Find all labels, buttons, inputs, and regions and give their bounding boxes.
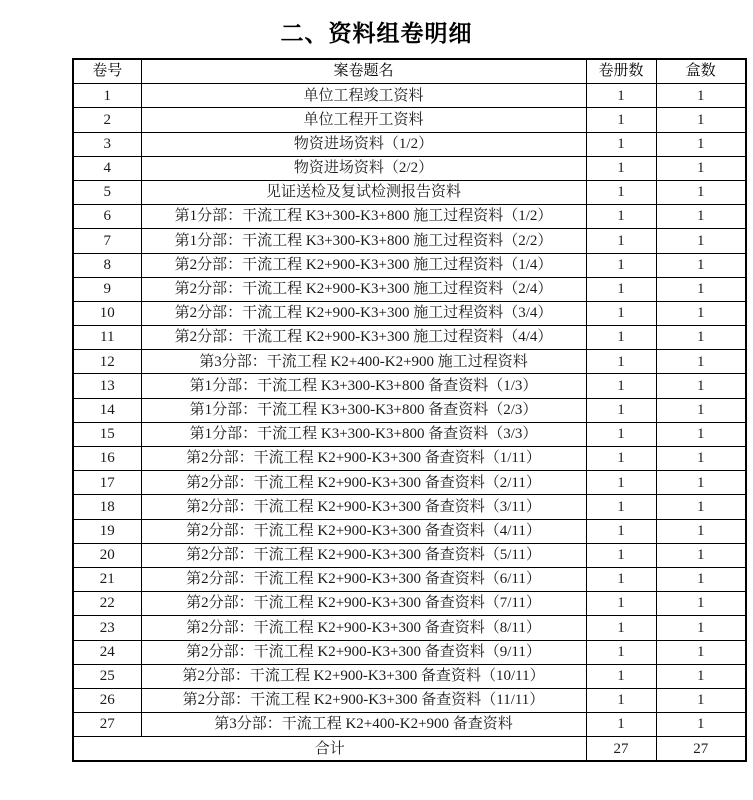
cell-box-count: 1 — [656, 374, 746, 398]
cell-volume-no: 12 — [73, 350, 141, 374]
cell-volume-count: 1 — [586, 350, 656, 374]
table-row — [73, 326, 746, 350]
column-header-volume-count: 卷册数 — [586, 59, 656, 84]
cell-case-title: 第2分部：干流工程 K2+900-K3+300 备查资料（3/11） — [141, 495, 586, 519]
cell-volume-no: 23 — [73, 616, 141, 640]
table-row — [73, 616, 746, 640]
cell-volume-no: 27 — [73, 713, 141, 737]
cell-box-count: 1 — [656, 640, 746, 664]
cell-volume-count: 1 — [586, 205, 656, 229]
cell-volume-no: 18 — [73, 495, 141, 519]
column-header-box-count: 盒数 — [656, 59, 746, 84]
column-header-volume-no: 卷号 — [73, 59, 141, 84]
table-row — [73, 495, 746, 519]
archive-detail-table — [72, 58, 747, 762]
cell-volume-count: 1 — [586, 422, 656, 446]
cell-box-count: 1 — [656, 180, 746, 204]
cell-volume-count: 1 — [586, 592, 656, 616]
cell-box-count: 1 — [656, 132, 746, 156]
cell-volume-no: 10 — [73, 301, 141, 325]
cell-volume-no: 26 — [73, 688, 141, 712]
table-row — [73, 301, 746, 325]
cell-box-count: 1 — [656, 301, 746, 325]
cell-volume-no: 7 — [73, 229, 141, 253]
cell-case-title: 第2分部：干流工程 K2+900-K3+300 备查资料（8/11） — [141, 616, 586, 640]
cell-volume-count: 1 — [586, 132, 656, 156]
cell-case-title: 单位工程竣工资料 — [141, 84, 586, 108]
cell-box-count: 1 — [656, 398, 746, 422]
table-body — [73, 84, 746, 737]
table-header-row — [73, 59, 746, 84]
cell-volume-count: 1 — [586, 447, 656, 471]
cell-case-title: 第2分部：干流工程 K2+900-K3+300 备查资料（10/11） — [141, 664, 586, 688]
table-row — [73, 688, 746, 712]
table-row — [73, 422, 746, 446]
cell-case-title: 第2分部：干流工程 K2+900-K3+300 备查资料（9/11） — [141, 640, 586, 664]
table-row — [73, 664, 746, 688]
total-volume-count: 27 — [586, 737, 656, 762]
cell-box-count: 1 — [656, 205, 746, 229]
cell-volume-no: 24 — [73, 640, 141, 664]
cell-case-title: 第3分部：干流工程 K2+400-K2+900 施工过程资料 — [141, 350, 586, 374]
cell-volume-count: 1 — [586, 713, 656, 737]
total-box-count: 27 — [656, 737, 746, 762]
cell-case-title: 第2分部：干流工程 K2+900-K3+300 施工过程资料（4/4） — [141, 326, 586, 350]
cell-case-title: 第2分部：干流工程 K2+900-K3+300 备查资料（6/11） — [141, 567, 586, 591]
cell-case-title: 第2分部：干流工程 K2+900-K3+300 备查资料（5/11） — [141, 543, 586, 567]
cell-box-count: 1 — [656, 543, 746, 567]
cell-case-title: 第1分部：干流工程 K3+300-K3+800 施工过程资料（2/2） — [141, 229, 586, 253]
cell-box-count: 1 — [656, 422, 746, 446]
cell-case-title: 第2分部：干流工程 K2+900-K3+300 备查资料（11/11） — [141, 688, 586, 712]
cell-volume-no: 16 — [73, 447, 141, 471]
cell-volume-no: 17 — [73, 471, 141, 495]
table-row — [73, 567, 746, 591]
cell-box-count: 1 — [656, 567, 746, 591]
table-row — [73, 205, 746, 229]
table-row — [73, 350, 746, 374]
cell-case-title: 第2分部：干流工程 K2+900-K3+300 施工过程资料（2/4） — [141, 277, 586, 301]
cell-volume-count: 1 — [586, 253, 656, 277]
cell-volume-count: 1 — [586, 519, 656, 543]
cell-case-title: 物资进场资料（2/2） — [141, 156, 586, 180]
cell-volume-no: 11 — [73, 326, 141, 350]
cell-volume-count: 1 — [586, 664, 656, 688]
cell-volume-count: 1 — [586, 616, 656, 640]
cell-volume-no: 5 — [73, 180, 141, 204]
cell-box-count: 1 — [656, 229, 746, 253]
cell-volume-no: 20 — [73, 543, 141, 567]
cell-volume-count: 1 — [586, 301, 656, 325]
cell-box-count: 1 — [656, 664, 746, 688]
table-row — [73, 253, 746, 277]
cell-volume-no: 13 — [73, 374, 141, 398]
cell-volume-count: 1 — [586, 688, 656, 712]
cell-volume-no: 14 — [73, 398, 141, 422]
cell-volume-count: 1 — [586, 543, 656, 567]
cell-volume-count: 1 — [586, 398, 656, 422]
cell-volume-count: 1 — [586, 495, 656, 519]
cell-volume-count: 1 — [586, 277, 656, 301]
cell-case-title: 单位工程开工资料 — [141, 108, 586, 132]
cell-case-title: 物资进场资料（1/2） — [141, 132, 586, 156]
cell-volume-no: 4 — [73, 156, 141, 180]
cell-box-count: 1 — [656, 447, 746, 471]
table-row — [73, 132, 746, 156]
cell-case-title: 第2分部：干流工程 K2+900-K3+300 备查资料（7/11） — [141, 592, 586, 616]
total-row — [73, 737, 746, 762]
table-row — [73, 84, 746, 108]
cell-box-count: 1 — [656, 253, 746, 277]
cell-box-count: 1 — [656, 350, 746, 374]
table-row — [73, 519, 746, 543]
table-row — [73, 180, 746, 204]
cell-volume-no: 15 — [73, 422, 141, 446]
table-row — [73, 471, 746, 495]
cell-box-count: 1 — [656, 495, 746, 519]
table-row — [73, 108, 746, 132]
cell-box-count: 1 — [656, 108, 746, 132]
cell-volume-count: 1 — [586, 180, 656, 204]
cell-volume-no: 8 — [73, 253, 141, 277]
cell-case-title: 第1分部：干流工程 K3+300-K3+800 备查资料（2/3） — [141, 398, 586, 422]
cell-case-title: 见证送检及复试检测报告资料 — [141, 180, 586, 204]
cell-box-count: 1 — [656, 156, 746, 180]
cell-case-title: 第2分部：干流工程 K2+900-K3+300 备查资料（4/11） — [141, 519, 586, 543]
cell-volume-no: 6 — [73, 205, 141, 229]
cell-volume-no: 9 — [73, 277, 141, 301]
cell-volume-count: 1 — [586, 640, 656, 664]
table-row — [73, 713, 746, 737]
cell-case-title: 第1分部：干流工程 K3+300-K3+800 施工过程资料（1/2） — [141, 205, 586, 229]
table-row — [73, 229, 746, 253]
cell-box-count: 1 — [656, 471, 746, 495]
cell-volume-count: 1 — [586, 156, 656, 180]
cell-volume-count: 1 — [586, 84, 656, 108]
table-row — [73, 156, 746, 180]
cell-volume-no: 25 — [73, 664, 141, 688]
table-row — [73, 592, 746, 616]
cell-volume-count: 1 — [586, 374, 656, 398]
cell-case-title: 第2分部：干流工程 K2+900-K3+300 施工过程资料（3/4） — [141, 301, 586, 325]
table-row — [73, 277, 746, 301]
cell-volume-no: 21 — [73, 567, 141, 591]
total-label: 合计 — [73, 737, 586, 762]
cell-box-count: 1 — [656, 616, 746, 640]
cell-box-count: 1 — [656, 326, 746, 350]
cell-case-title: 第3分部：干流工程 K2+400-K2+900 备查资料 — [141, 713, 586, 737]
cell-case-title: 第1分部：干流工程 K3+300-K3+800 备查资料（1/3） — [141, 374, 586, 398]
page-title: 二、资料组卷明细 — [280, 21, 473, 46]
table-row — [73, 543, 746, 567]
cell-volume-no: 19 — [73, 519, 141, 543]
table-row — [73, 447, 746, 471]
cell-case-title: 第2分部：干流工程 K2+900-K3+300 施工过程资料（1/4） — [141, 253, 586, 277]
cell-box-count: 1 — [656, 688, 746, 712]
table-row — [73, 398, 746, 422]
cell-volume-no: 3 — [73, 132, 141, 156]
column-header-case-title: 案卷题名 — [141, 59, 586, 84]
cell-box-count: 1 — [656, 277, 746, 301]
cell-volume-count: 1 — [586, 326, 656, 350]
cell-case-title: 第2分部：干流工程 K2+900-K3+300 备查资料（2/11） — [141, 471, 586, 495]
cell-volume-no: 1 — [73, 84, 141, 108]
cell-volume-no: 2 — [73, 108, 141, 132]
cell-volume-no: 22 — [73, 592, 141, 616]
table-row — [73, 640, 746, 664]
cell-box-count: 1 — [656, 519, 746, 543]
cell-volume-count: 1 — [586, 471, 656, 495]
cell-volume-count: 1 — [586, 229, 656, 253]
cell-box-count: 1 — [656, 84, 746, 108]
cell-volume-count: 1 — [586, 567, 656, 591]
cell-case-title: 第2分部：干流工程 K2+900-K3+300 备查资料（1/11） — [141, 447, 586, 471]
table-row — [73, 374, 746, 398]
cell-box-count: 1 — [656, 713, 746, 737]
cell-box-count: 1 — [656, 592, 746, 616]
cell-volume-count: 1 — [586, 108, 656, 132]
cell-case-title: 第1分部：干流工程 K3+300-K3+800 备查资料（3/3） — [141, 422, 586, 446]
